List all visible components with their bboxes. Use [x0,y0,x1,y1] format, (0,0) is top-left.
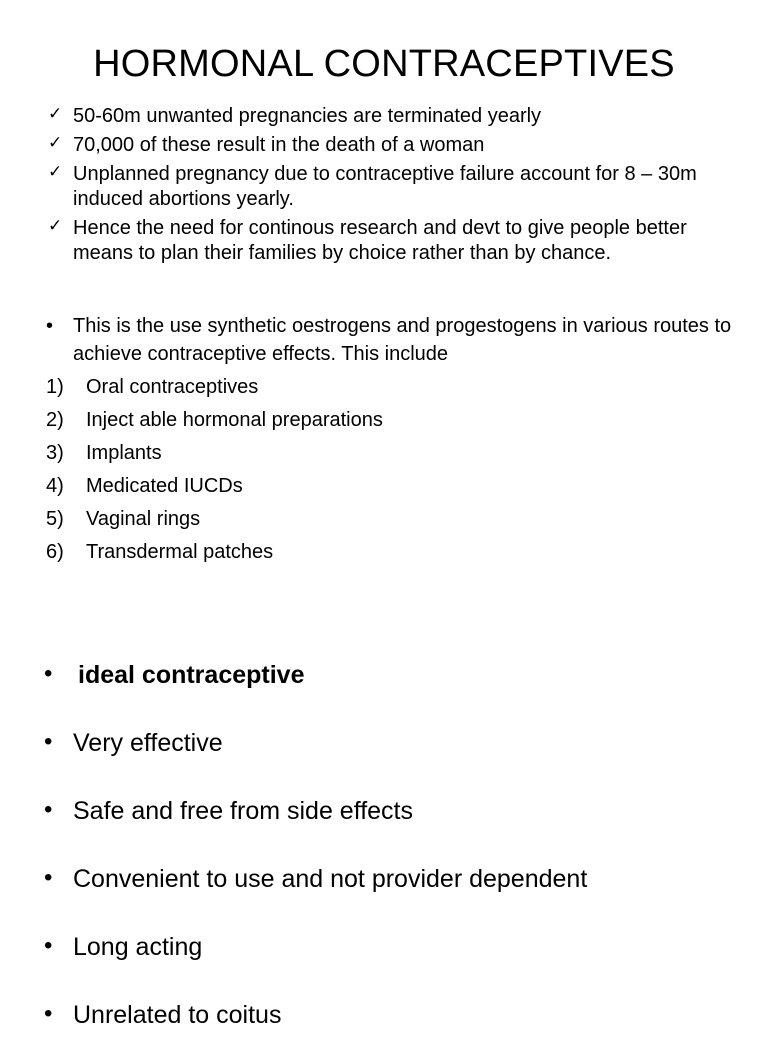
checklist-item [44,104,744,129]
list-number: 3) [46,442,64,464]
list-item [46,373,383,406]
list-item-label: Long acting [73,933,203,961]
list-item [46,406,383,439]
list-number: 2) [46,409,64,431]
bullet-icon: • [44,1000,53,1027]
checklist-item-text: 70,000 of these result in the death of a woman [73,134,485,156]
checkmark-icon: ✓ [48,162,63,181]
list-item [44,996,587,1064]
list-item-label: Transdermal patches [86,541,274,563]
list-item [46,439,383,472]
list-item [44,928,587,996]
list-item-label: Safe and free from side effects [73,797,414,825]
list-item-label: Oral contraceptives [86,376,259,398]
bullet-icon: • [44,728,53,755]
list-item-label: Medicated IUCDs [86,475,243,497]
list-item [44,792,587,860]
methods-list [46,373,383,571]
list-number: 5) [46,508,64,530]
facts-checklist [44,104,744,266]
list-item-label: Very effective [73,729,223,757]
intro-paragraph [44,312,763,368]
checklist-item-text: Hence the need for continous research and devt to give people better means to plan their families by choice rather than by chance. [73,217,687,264]
list-number: 4) [46,475,64,497]
list-item [46,538,383,571]
checklist-item-text: Unplanned pregnancy due to contraceptive failure account for 8 – 30m induced abortions yearly. [73,163,697,210]
checkmark-icon: ✓ [48,133,63,152]
bullet-icon: • [44,864,53,891]
ideal-heading-item [44,656,587,724]
checklist-item [44,133,744,158]
checkmark-icon: ✓ [48,216,63,235]
bullet-icon: • [44,932,53,959]
list-item-label: Inject able hormonal preparations [86,409,383,431]
intro-text: This is the use synthetic oestrogens and progestogens in various routes to achieve contraceptive effects. This include [73,315,732,365]
ideal-heading: ideal contraceptive [78,661,305,689]
list-item [46,472,383,505]
checklist-item [44,216,744,266]
list-item-label: Convenient to use and not provider dependent [73,865,588,893]
list-item-label: Implants [86,442,162,464]
ideal-contraceptive-list [44,656,587,1064]
bullet-icon: • [44,796,53,823]
checklist-item-text: 50-60m unwanted pregnancies are terminated yearly [73,105,542,127]
bullet-icon: • [44,660,53,687]
list-number: 6) [46,541,64,563]
checklist-item [44,162,744,212]
page-title: HORMONAL CONTRACEPTIVES [93,43,675,85]
list-item [44,860,587,928]
list-item [46,505,383,538]
checkmark-icon: ✓ [48,104,63,123]
list-item-label: Unrelated to coitus [73,1001,282,1029]
list-item-label: Vaginal rings [86,508,201,530]
list-item [44,724,587,792]
bullet-icon: • [46,315,54,337]
list-number: 1) [46,376,64,398]
